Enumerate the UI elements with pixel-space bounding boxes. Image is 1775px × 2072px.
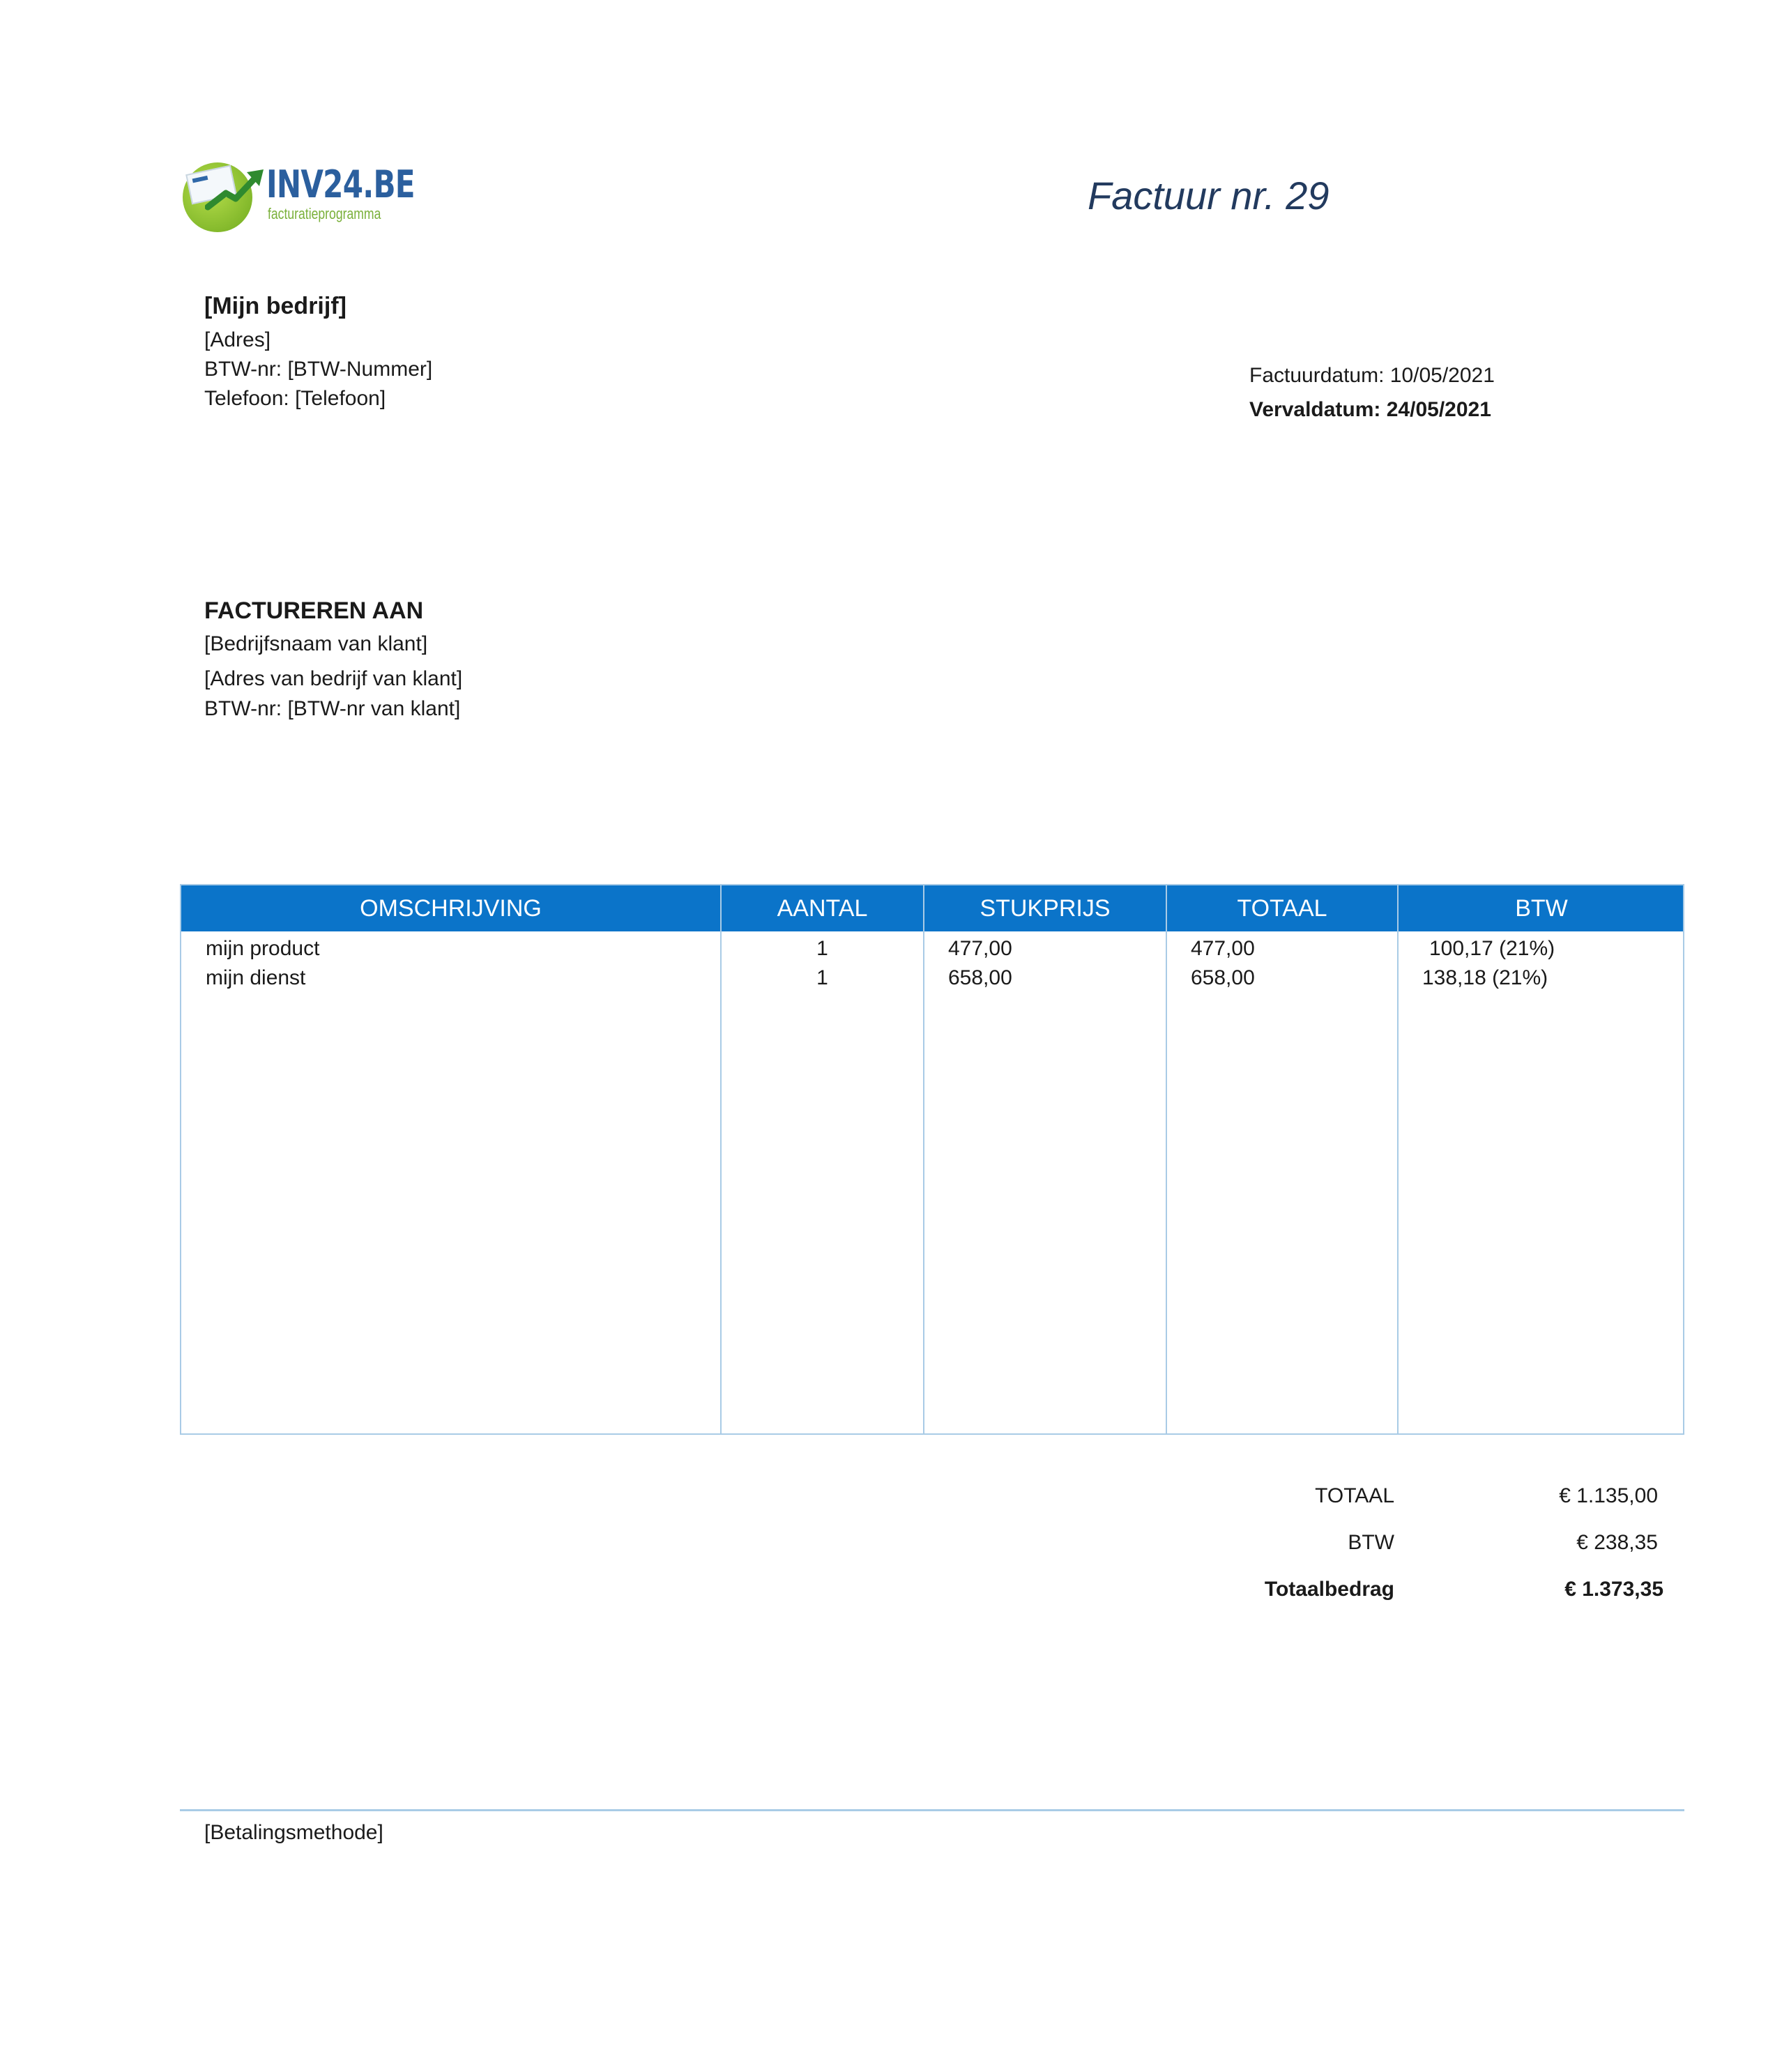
sender-address: [Adres] (204, 328, 271, 351)
row-description: mijn product (206, 937, 320, 960)
bill-to-heading: FACTUREREN AAN (204, 597, 424, 624)
subtotal-label: TOTAAL (1315, 1484, 1394, 1507)
payment-method: [Betalingsmethode] (204, 1821, 383, 1844)
company-logo (180, 157, 415, 234)
column-divider (923, 885, 924, 1433)
column-header-unit-price: STUKPRIJS (980, 895, 1111, 922)
row-total: 477,00 (1191, 937, 1255, 960)
column-header-total: TOTAAL (1237, 895, 1327, 922)
client-vat: BTW-nr: [BTW-nr van klant] (204, 697, 461, 720)
sender-company: [Mijn bedrijf] (204, 293, 346, 319)
due-date: Vervaldatum: 24/05/2021 (1249, 398, 1491, 421)
row-quantity: 1 (816, 937, 828, 960)
row-vat: 138,18 (21%) (1422, 966, 1548, 989)
client-company: [Bedrijfsnaam van klant] (204, 632, 428, 655)
column-divider (1166, 885, 1167, 1433)
row-quantity: 1 (816, 966, 828, 989)
row-unit-price: 477,00 (948, 937, 1012, 960)
grand-total-label: Totaalbedrag (1264, 1578, 1394, 1601)
growth-arrow-icon (205, 165, 268, 214)
logo-tagline: facturatieprogramma (268, 205, 381, 222)
column-header-description: OMSCHRIJVING (360, 895, 542, 922)
subtotal-value: € 1.135,00 (1559, 1484, 1658, 1507)
items-table (180, 884, 1684, 1435)
row-unit-price: 658,00 (948, 966, 1012, 989)
column-header-quantity: AANTAL (777, 895, 868, 922)
logo-brand-text: INV24.BE (266, 162, 415, 206)
column-header-vat: BTW (1515, 895, 1568, 922)
row-description: mijn dienst (206, 966, 306, 989)
client-address: [Adres van bedrijf van klant] (204, 667, 463, 690)
invoice-title: Factuur nr. 29 (1088, 174, 1330, 218)
vat-total-label: BTW (1348, 1531, 1394, 1554)
row-vat: 100,17 (21%) (1429, 937, 1555, 960)
sender-phone: Telefoon: [Telefoon] (204, 387, 386, 410)
footer-divider (180, 1809, 1684, 1811)
grand-total-value: € 1.373,35 (1564, 1578, 1663, 1601)
column-divider (1397, 885, 1399, 1433)
invoice-date: Factuurdatum: 10/05/2021 (1249, 364, 1495, 387)
sender-vat: BTW-nr: [BTW-Nummer] (204, 358, 433, 381)
row-total: 658,00 (1191, 966, 1255, 989)
vat-total-value: € 238,35 (1576, 1531, 1658, 1554)
